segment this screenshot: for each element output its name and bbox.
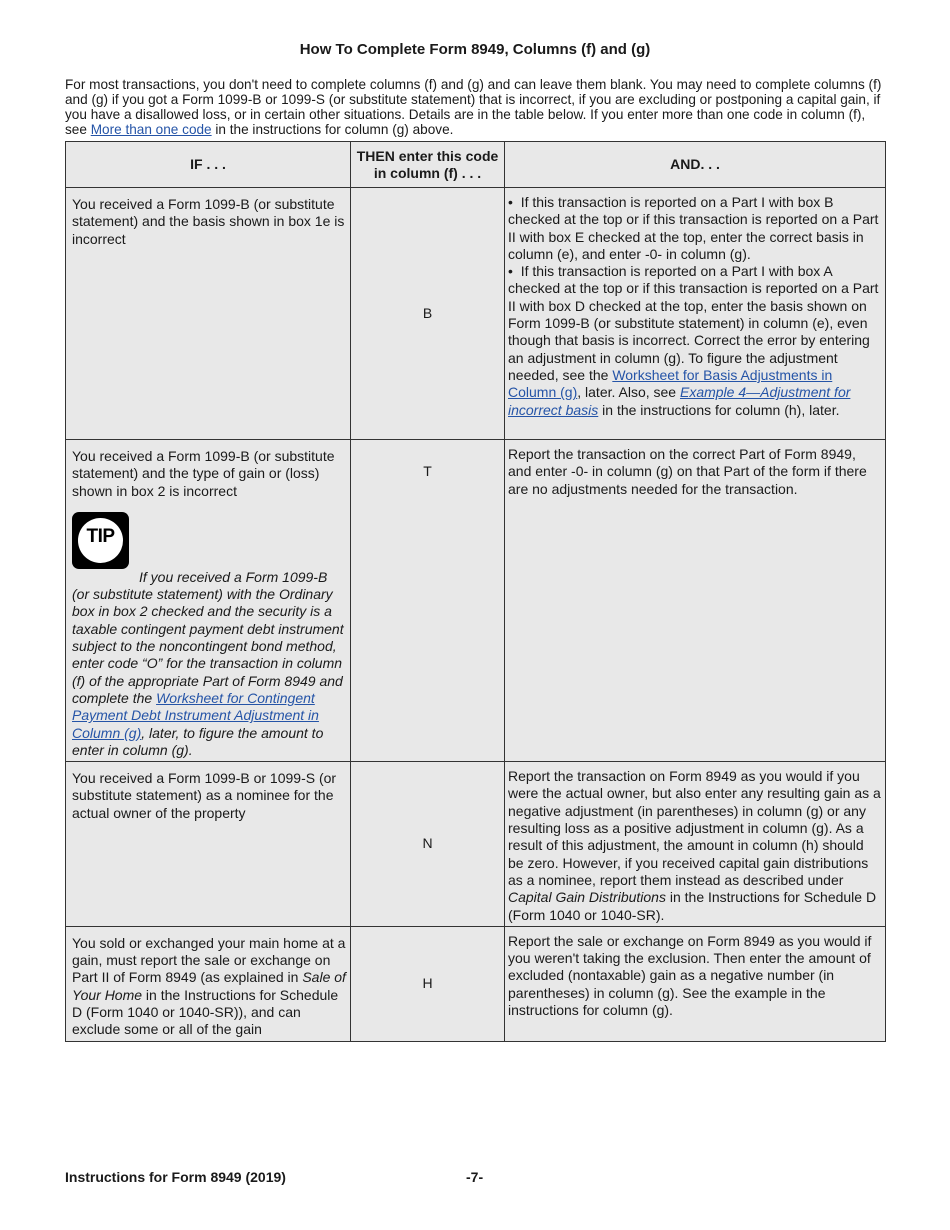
intro-text: For most transactions, you don't need to complete columns (f) and (g) and can leave them blank. You may need to complete columns (f) and (g) if you got a Form 1099-B or 1099-S (or substitute statement) that is incorrect, if you are excluding or postponing a capital gain, if you have a disallowed loss, or in certain other situations. Details are in the table below. If you enter more than one code in column (f), see <box>65 77 882 137</box>
bullet-1: • If this transaction is reported on a Part I with box B checked at the top or if this transaction is reported on a Part II with box E checked at the top, enter the correct basis in column (e), and enter -0- in column (g). <box>508 194 879 262</box>
footer-form-title: Instructions for Form 8949 (2019) <box>65 1169 286 1185</box>
row-h-if-italic: Sale of Your Home <box>72 969 346 1003</box>
header-and: AND. . . <box>505 142 886 188</box>
row-t-and: Report the transaction on the correct Part of Form 8949, and enter -0- in column (g) on that Part of the form if there are no adjustments needed for the transaction. <box>505 440 886 762</box>
tip-icon <box>72 512 129 569</box>
table-header-row <box>66 142 886 188</box>
intro-text-end: in the instructions for column (g) above. <box>211 122 454 137</box>
table-row <box>66 440 886 762</box>
row-h-and: Report the sale or exchange on Form 8949 as you would if you weren't taking the exclusion. Then enter the amount of excluded (nontaxable) gain as a negative number (in parentheses) in column (g). See the example in the instructions for column (g). <box>505 926 886 1041</box>
tip-text-b: , later, to figure the amount to enter in column (g). <box>72 724 324 758</box>
intro-paragraph <box>65 77 887 137</box>
example-4-link[interactable]: Example 4—Adjustment for incorrect basis <box>508 384 851 418</box>
row-t-if-text: You received a Form 1099-B (or substitute statement) and the type of gain or (loss) shown in box 2 is incorrect <box>72 448 335 499</box>
row-h-if <box>66 926 351 1041</box>
row-h-if-b: in the Instructions for Schedule D (Form 1040 or 1040-SR)), and can exclude some or all of the gain <box>72 986 339 1038</box>
row-h-code: H <box>351 926 505 1041</box>
row-t-code: T <box>351 440 505 762</box>
table-row <box>66 188 886 440</box>
header-code: THEN enter this code in column (f) . . . <box>351 142 505 188</box>
worksheet-contingent-link[interactable]: Worksheet for Contingent Payment Debt Instrument Adjustment in Column (g) <box>72 689 319 741</box>
row-n-and-a: Report the transaction on Form 8949 as you would if you were the actual owner, but also enter any resulting gain as a negative adjustment (in parentheses) in column (g) or any resulting loss as a positive adjustment in column (g). As a result of this adjustment, the amount in column (h) should be zero. However, if you received capital gain distributions as a nominee, report them instead as described under <box>508 768 881 888</box>
footer-page-number: -7- <box>466 1169 484 1185</box>
bullet-2: • If this transaction is reported on a Part I with box A checked at the top or if this transaction is reported on a Part II with box D checked at the top, enter the basis shown on Form 1099-B (or substitute statement) in column (e), even though that basis is incorrect. Correct the error by entering an adjustment in column (g). To figure the adjustment needed, see the Worksheet for Basis Adjustments in Column (g), later. Also, see Example 4—Adjustment for incorrect basis in the instructions for column (h), later. <box>508 263 879 418</box>
row-b-if: You received a Form 1099-B (or substitute statement) and the basis shown in box 1e is incorrect <box>66 188 351 440</box>
bullet-2-text-mid: , later. Also, see <box>577 384 680 401</box>
row-n-and-b: in the Instructions for Schedule D (Form 1040 or 1040-SR). <box>508 889 877 923</box>
row-n-and-italic: Capital Gain Distributions <box>508 889 666 906</box>
header-if: IF . . . <box>66 142 351 188</box>
tip-label: TIP <box>86 525 115 547</box>
codes-table <box>65 141 886 1042</box>
row-n-and <box>505 762 886 927</box>
row-t-if <box>66 440 351 762</box>
more-than-one-code-link[interactable]: More than one code <box>90 122 212 137</box>
bullet-1-text: If this transaction is reported on a Part I with box B checked at the top or if this transaction is reported on a Part II with box E checked at the top, enter the correct basis in column (e), and enter -0- in column (g). <box>508 194 879 262</box>
row-h-if-a: You sold or exchanged your main home at a gain, must report the sale or exchange on Part II of Form 8949 (as explained in <box>72 934 346 986</box>
bullet-2-text: If this transaction is reported on a Part I with box A checked at the top or if this transaction is reported on a Part II with box D checked at the top, enter the basis shown on Form 1099-B (or substitute statement) in column (e), even though that basis is incorrect. Correct the error by entering an adjustment in column (g). To figure the adjustment needed, see the <box>508 263 879 383</box>
table-row <box>66 762 886 927</box>
row-b-code: B <box>351 188 505 440</box>
tip-text-a: If you received a Form 1099-B (or substitute statement) with the Ordinary box in box 2 checked and the security is a taxable contingent payment debt instrument subject to the noncontingent bond method, enter code “O” for the transaction in column (f) of the appropriate Part of Form 8949 and complete the <box>72 568 344 706</box>
row-b-and <box>505 188 886 440</box>
page-title: How To Complete Form 8949, Columns (f) and (g) <box>299 41 651 58</box>
tip-text <box>72 569 346 759</box>
bullet-2-text-end: in the instructions for column (h), later. <box>598 401 840 418</box>
table-row <box>66 926 886 1041</box>
tip-box <box>72 512 346 759</box>
row-n-code: N <box>351 762 505 927</box>
worksheet-basis-link[interactable]: Worksheet for Basis Adjustments in Column (g) <box>508 366 833 401</box>
row-n-if: You received a Form 1099-B or 1099-S (or substitute statement) as a nominee for the actual owner of the property <box>66 762 351 927</box>
